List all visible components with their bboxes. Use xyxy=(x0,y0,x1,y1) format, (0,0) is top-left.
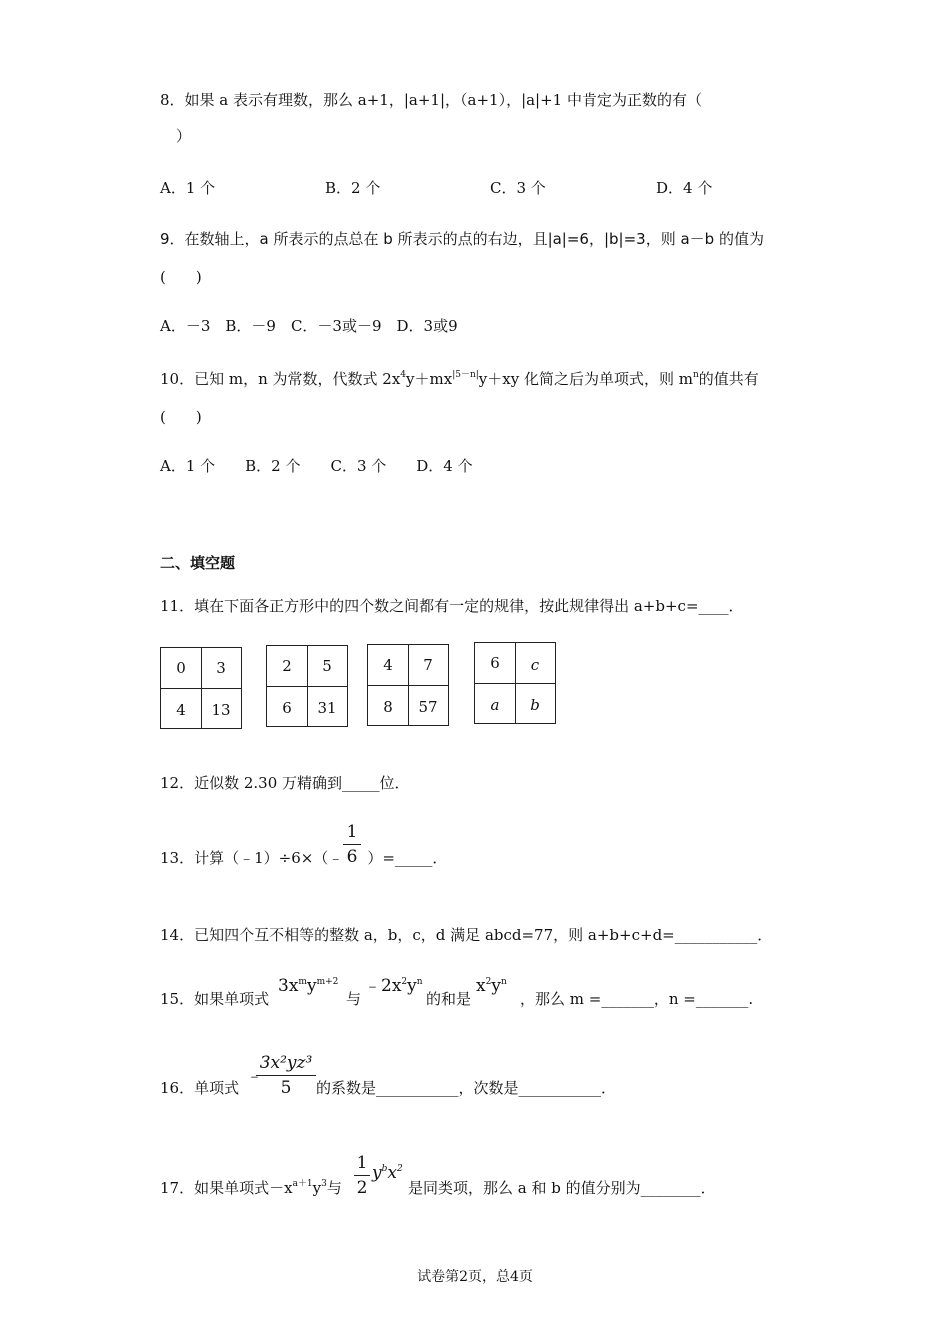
q15-term-1: $3x^my^{m+2}$ xyxy=(278,976,339,996)
q8-option-a: A．1 个 xyxy=(160,179,216,197)
q11-cell: 57 xyxy=(418,698,438,716)
q11-square-4 xyxy=(474,642,556,724)
q15-answer: ，那么 m =_______，n =_______. xyxy=(520,990,754,1008)
q11-square-2 xyxy=(266,645,348,727)
q11-cell: 7 xyxy=(423,656,433,674)
q8-option-d: D．4 个 xyxy=(656,179,713,197)
q11-cell: 13 xyxy=(211,701,231,719)
q11-cell: 8 xyxy=(383,698,393,716)
q8-option-c: C．3 个 xyxy=(490,179,546,197)
q11-cell: 2 xyxy=(282,657,292,675)
q11-cell: 4 xyxy=(176,701,186,719)
q11-cell: 31 xyxy=(317,699,337,717)
q11-cell: 6 xyxy=(282,699,292,717)
page-footer: 试卷第2页，总4页 xyxy=(417,1269,533,1285)
q8-stem: 8．如果 a 表示有理数，那么 a+1，|a+1|，（a+1），|a|+1 中肯定为正数的有（ xyxy=(160,91,702,109)
q13-stem: 13．计算（﹣1）÷6×（﹣ ）=_____． xyxy=(160,849,448,867)
q11-cell: a xyxy=(490,696,500,714)
q15-and: 与 xyxy=(346,990,362,1008)
q11-cell: c xyxy=(530,656,540,674)
q11-stem: 11．填在下面各正方形中的四个数之间都有一定的规律，按此规律得出 a+b+c=____． xyxy=(160,597,744,615)
q11-cell: b xyxy=(530,696,540,714)
q11-cell: 5 xyxy=(322,657,332,675)
q13-fraction: 1 6 xyxy=(343,822,361,867)
q11-square-3 xyxy=(367,644,449,726)
q8-option-b: B．2 个 xyxy=(325,179,381,197)
q11-cell: 3 xyxy=(216,659,226,677)
section-heading: 二、填空题 xyxy=(160,554,236,572)
q16-fraction: 3x²yz³ 5 xyxy=(256,1053,316,1098)
q9-options: A．－3 B．－9 C．－3或－9 D．3或9 xyxy=(160,317,458,335)
q14-stem: 14．已知四个互不相等的整数 a，b，c，d 满足 abcd=77，则 a+b+c+d=___________． xyxy=(160,926,773,944)
q10-paren: ( ) xyxy=(160,408,202,426)
q9-paren: ( ) xyxy=(160,268,202,286)
q17-answer: 是同类项，那么 a 和 b 的值分别为________． xyxy=(408,1179,716,1197)
q12-stem: 12．近似数 2.30 万精确到_____位． xyxy=(160,774,410,792)
q17-term: $y^bx^2$ xyxy=(372,1163,403,1183)
q15-stem: 15．如果单项式 xyxy=(160,990,270,1008)
q16-stem: 16．单项式 xyxy=(160,1079,240,1097)
q15-term-2: $﹣2x^2y^n$ xyxy=(364,976,423,996)
q16-sign: ﹣ xyxy=(246,1066,263,1086)
q15-sum: 的和是 xyxy=(426,990,472,1008)
q10-stem: 10．已知 m，n 为常数，代数式 $2x^4y+mx^{|5-n|}y+xy$ 化简之后为单项式，则 $m^n$的值共有 xyxy=(160,370,759,388)
q11-cell: 6 xyxy=(490,654,500,672)
q11-cell: 0 xyxy=(176,659,186,677)
q17-stem: 17．如果单项式$-x^{a+1}y^3$与 xyxy=(160,1179,342,1197)
q11-square-1 xyxy=(160,647,242,729)
q15-term-3: $x^2y^n$ xyxy=(476,976,507,996)
q9-stem: 9．在数轴上，a 所表示的点总在 b 所表示的点的右边，且|a|=6，|b|=3，则 a－b 的值为 xyxy=(160,230,764,248)
q17-fraction: 1 2 xyxy=(354,1153,370,1198)
q16-answer: 的系数是___________，次数是___________． xyxy=(316,1079,617,1097)
q11-cell: 4 xyxy=(383,656,393,674)
q10-options: A．1 个 B．2 个 C．3 个 D．4 个 xyxy=(160,457,473,475)
q8-close-paren: ） xyxy=(176,127,192,145)
